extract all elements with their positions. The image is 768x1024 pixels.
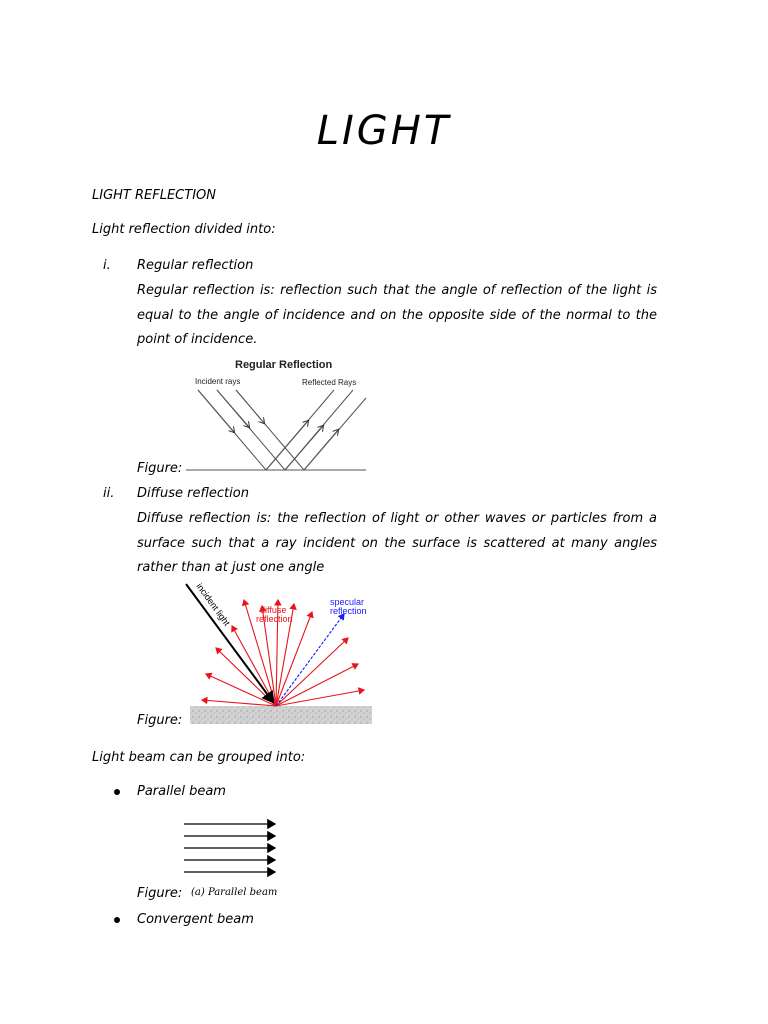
item-1-definition-line-1: Regular reflection is: reflection such that the angle of reflection of the light is [137, 283, 657, 298]
page-title: LIGHT [316, 108, 452, 154]
item-2-definition-line-1: Diffuse reflection is: the reflection of light or other waves or particles from a [137, 511, 657, 526]
diffuse-label-line-2: reflection [256, 614, 293, 624]
specular-label-line-2: reflection [330, 606, 367, 616]
item-1-definition-line-3: point of incidence. [137, 332, 258, 347]
item-2-definition-line-3: rather than at just one angle [137, 560, 325, 575]
item-2-figure-label: Figure: [137, 713, 183, 728]
item-1-figure-label: Figure: [137, 461, 183, 476]
diffuse-ray [232, 626, 276, 706]
item-1-numeral: i. [103, 258, 111, 273]
reflected-ray [304, 430, 338, 470]
regular-figure-reflected-label: Reflected Rays [302, 378, 357, 387]
diffuse-label-line-1: diffuse [260, 605, 287, 615]
item-1-definition-line-2: equal to the angle of incidence and on the opposite side of the normal to the [137, 308, 657, 323]
incident-ray [198, 390, 234, 432]
item-2-name: Diffuse reflection [137, 486, 249, 501]
regular-reflection-figure [186, 352, 368, 476]
incident-light-label: incident light [194, 581, 232, 628]
beam-1-figure-label: Figure: [137, 886, 183, 901]
item-2-definition-line-2: surface such that a ray incident on the surface is scattered at many angles [137, 536, 657, 551]
beam-2-name: Convergent beam [137, 912, 254, 927]
diffuse-ray [276, 612, 312, 706]
bullet-icon [114, 789, 120, 795]
diffuse-reflection-figure [180, 578, 380, 728]
reflected-ray [285, 426, 323, 470]
diffuse-ray [276, 690, 364, 706]
diffuse-ray [276, 638, 348, 706]
beam-1-name: Parallel beam [137, 784, 226, 799]
regular-figure-title: Regular Reflection [235, 359, 333, 371]
diffuse-ray [276, 664, 358, 706]
bullet-icon [114, 917, 120, 923]
section-heading: LIGHT REFLECTION [92, 188, 216, 203]
incident-ray [217, 390, 249, 427]
reflected-ray [266, 421, 308, 470]
rough-surface [190, 706, 372, 724]
specular-ray [276, 614, 344, 706]
beam-intro-text: Light beam can be grouped into: [92, 750, 306, 765]
intro-text: Light reflection divided into: [92, 222, 276, 237]
item-2-numeral: ii. [103, 486, 115, 501]
parallel-beam-caption: (a) Parallel beam [191, 887, 278, 898]
parallel-beam-figure [182, 818, 282, 880]
item-1-name: Regular reflection [137, 258, 254, 273]
regular-figure-incident-label: Incident rays [195, 377, 241, 386]
specular-label-line-1: specular [330, 597, 365, 607]
